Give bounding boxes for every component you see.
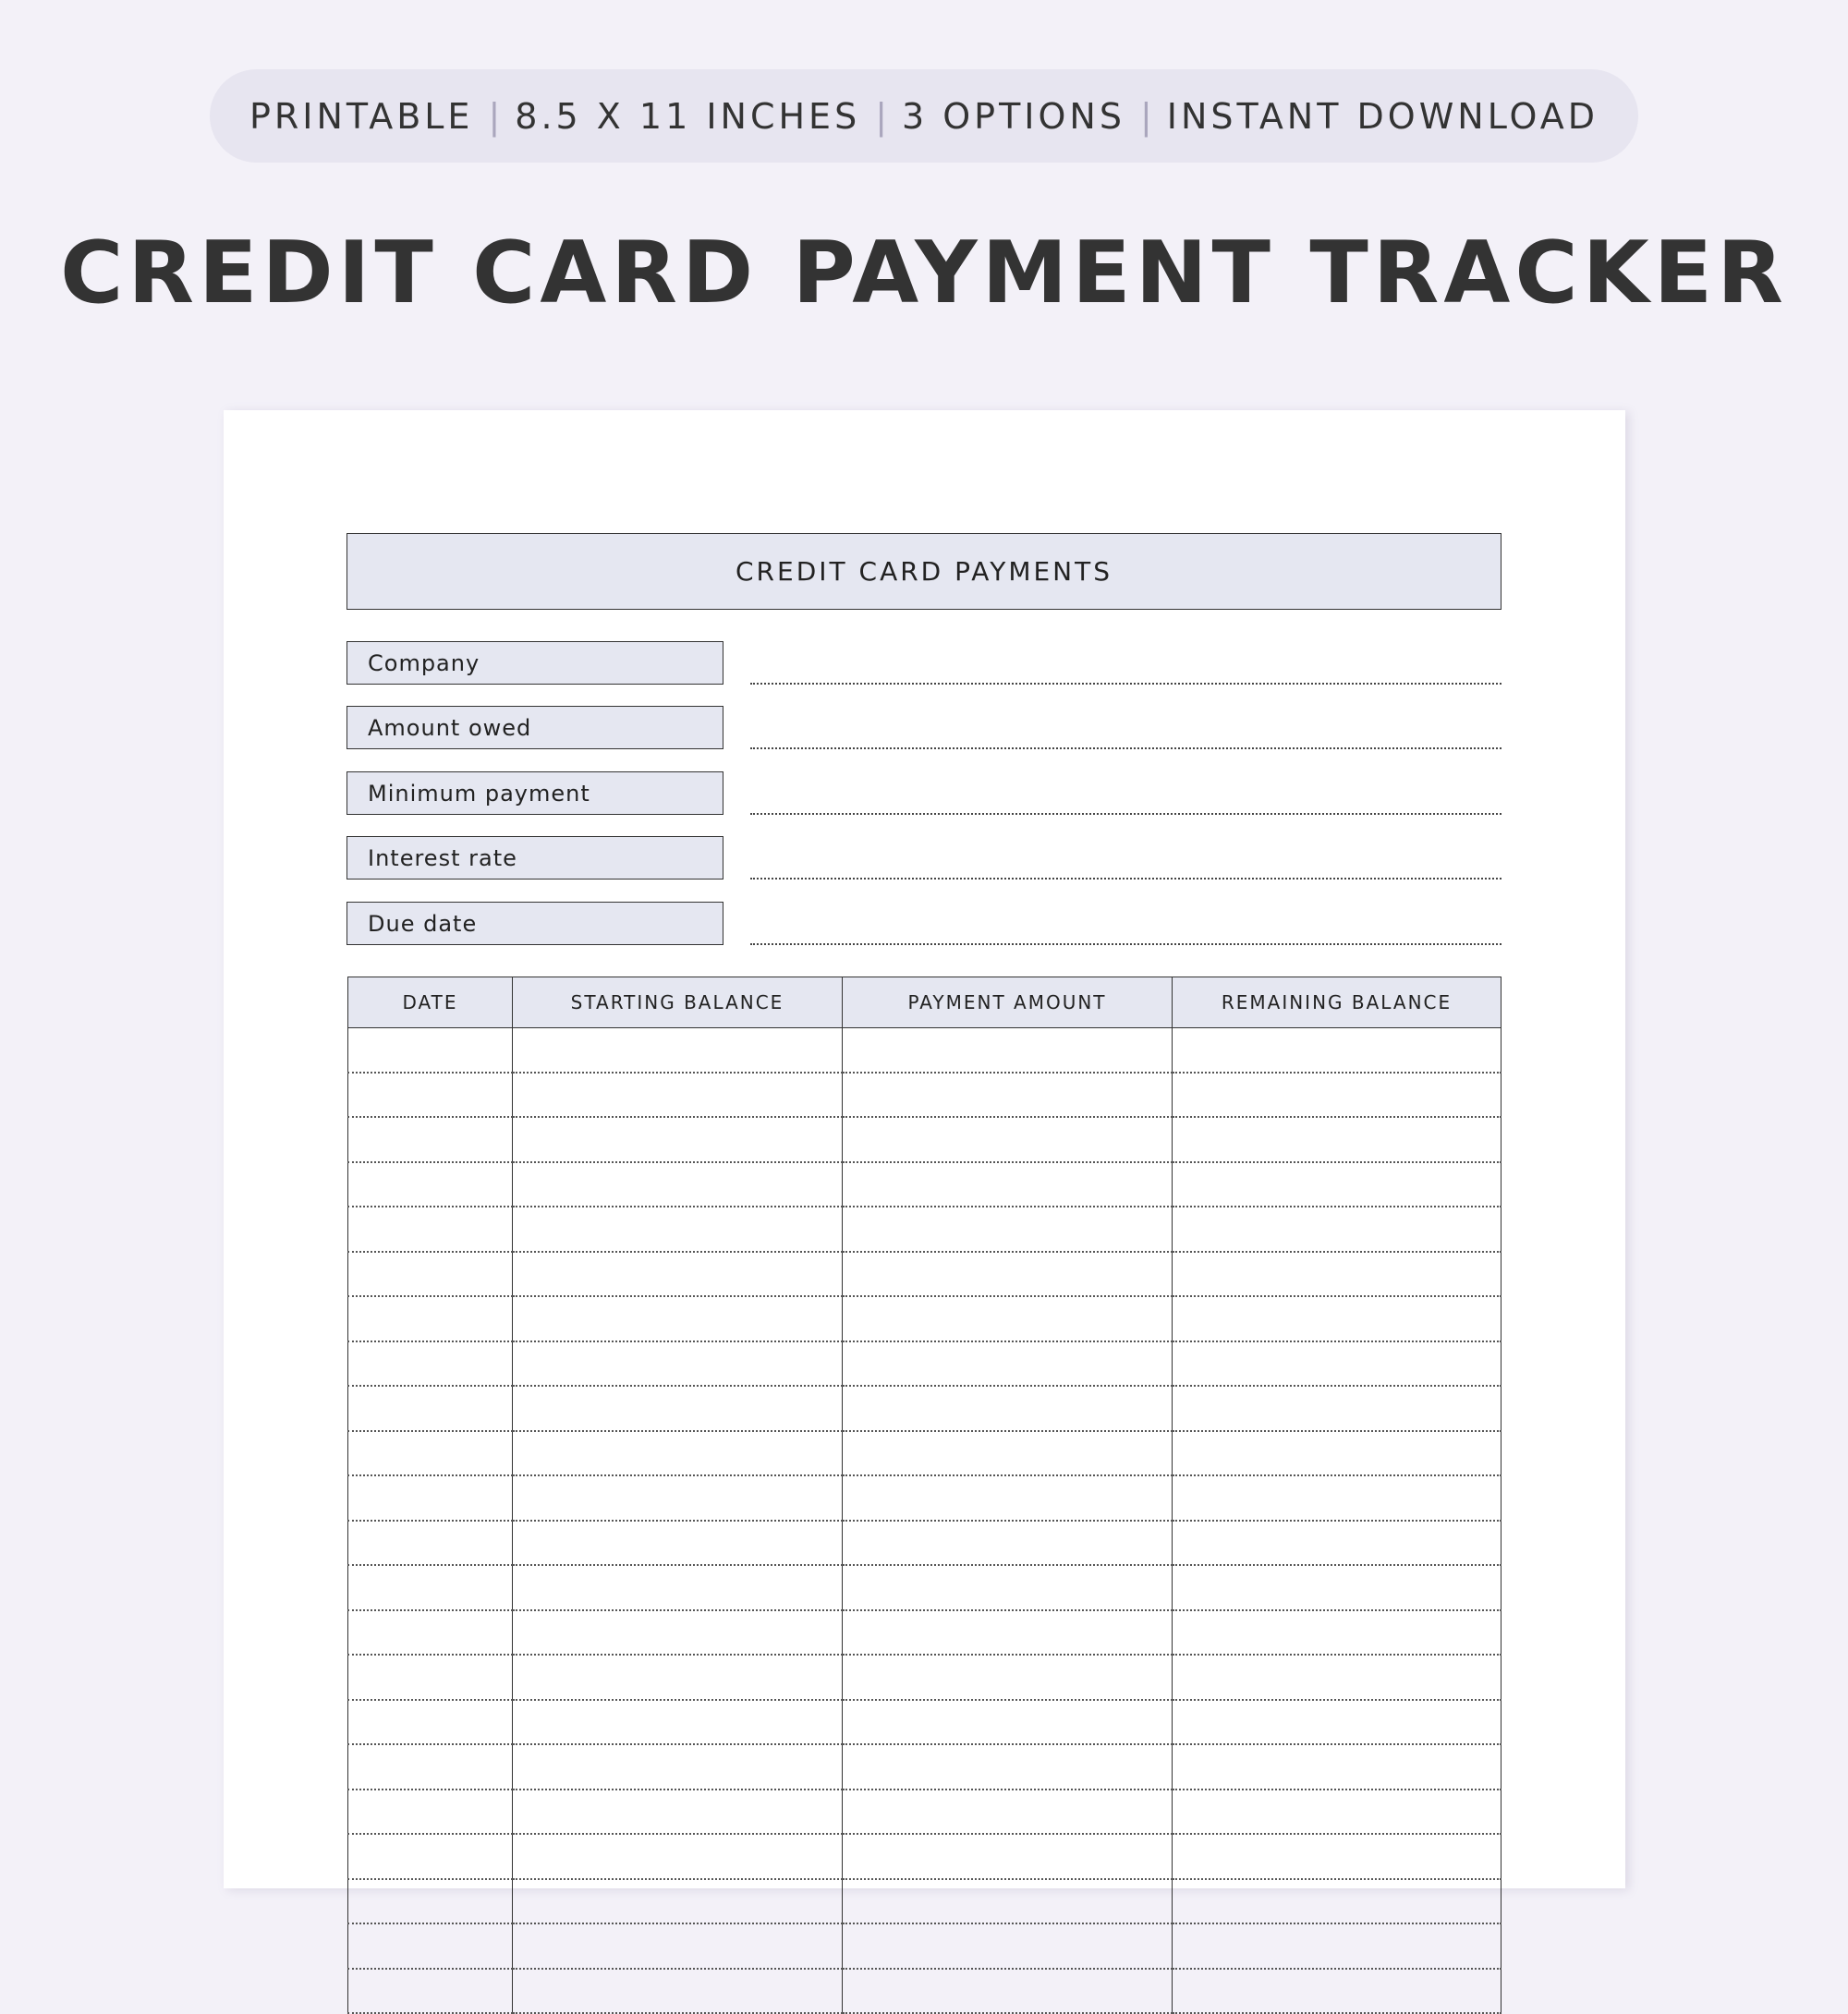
field-label-minimum-payment: Minimum payment: [346, 771, 723, 815]
table-row: [348, 1162, 1502, 1207]
field-label-company: Company: [346, 641, 723, 685]
table-cell: [843, 1386, 1173, 1431]
table-row: [348, 1655, 1502, 1700]
field-line-company: [750, 683, 1502, 685]
table-cell: [513, 1834, 843, 1879]
table-row: [348, 1610, 1502, 1656]
table-cell: [1173, 1386, 1502, 1431]
table-row: [348, 1207, 1502, 1252]
printable-sheet: [224, 410, 1625, 1888]
table-cell: [348, 1431, 513, 1476]
table-cell: [843, 1475, 1173, 1521]
column-header-payment-amount: PAYMENT AMOUNT: [843, 977, 1173, 1028]
table-cell: [843, 1969, 1173, 2014]
table-cell: [1173, 1431, 1502, 1476]
table-cell: [348, 1117, 513, 1162]
table-cell: [1173, 1700, 1502, 1745]
table-row: [348, 1879, 1502, 1924]
table-cell: [348, 1700, 513, 1745]
table-cell: [348, 1475, 513, 1521]
banner-item-printable: PRINTABLE: [249, 95, 474, 137]
table-cell: [1173, 1162, 1502, 1207]
table-cell: [348, 1923, 513, 1969]
table-cell: [513, 1386, 843, 1431]
table-cell: [513, 1655, 843, 1700]
table-cell: [843, 1610, 1173, 1656]
table-cell: [843, 1117, 1173, 1162]
table-cell: [348, 1028, 513, 1073]
field-line-interest-rate: [750, 878, 1502, 880]
table-cell: [1173, 1655, 1502, 1700]
table-row: [348, 1073, 1502, 1118]
table-row: [348, 1834, 1502, 1879]
table-cell: [348, 1341, 513, 1387]
table-row: [348, 1341, 1502, 1387]
table-cell: [843, 1744, 1173, 1790]
table-row: [348, 1700, 1502, 1745]
table-cell: [1173, 1969, 1502, 2014]
table-cell: [513, 1207, 843, 1252]
banner-item-download: INSTANT DOWNLOAD: [1166, 95, 1599, 137]
table-row: [348, 1744, 1502, 1790]
table-row: [348, 1296, 1502, 1341]
banner-separator: |: [875, 95, 888, 137]
field-line-amount-owed: [750, 747, 1502, 749]
table-cell: [1173, 1296, 1502, 1341]
table-cell: [513, 1162, 843, 1207]
field-label-due-date: Due date: [346, 902, 723, 945]
field-row-minimum-payment: [346, 771, 1502, 815]
table-cell: [348, 1521, 513, 1566]
table-cell: [348, 1610, 513, 1656]
column-header-starting-balance: STARTING BALANCE: [513, 977, 843, 1028]
column-header-date: DATE: [348, 977, 513, 1028]
table-cell: [843, 1341, 1173, 1387]
table-cell: [348, 1252, 513, 1297]
table-row: [348, 1475, 1502, 1521]
banner-separator: |: [488, 95, 501, 137]
table-cell: [513, 1073, 843, 1118]
table-cell: [513, 1700, 843, 1745]
table-cell: [513, 1969, 843, 2014]
table-cell: [843, 1296, 1173, 1341]
table-cell: [1173, 1610, 1502, 1656]
table-cell: [348, 1162, 513, 1207]
table-cell: [1173, 1117, 1502, 1162]
table-cell: [1173, 1207, 1502, 1252]
table-row: [348, 1117, 1502, 1162]
table-cell: [843, 1565, 1173, 1610]
table-cell: [348, 1386, 513, 1431]
field-row-interest-rate: [346, 836, 1502, 880]
table-cell: [513, 1744, 843, 1790]
table-cell: [348, 1207, 513, 1252]
table-row: [348, 1790, 1502, 1835]
table-cell: [843, 1879, 1173, 1924]
field-row-amount-owed: [346, 706, 1502, 749]
banner-item-size: 8.5 X 11 INCHES: [515, 95, 861, 137]
table-row: [348, 1565, 1502, 1610]
table-cell: [513, 1923, 843, 1969]
table-cell: [1173, 1028, 1502, 1073]
field-label-amount-owed: Amount owed: [346, 706, 723, 749]
table-cell: [1173, 1834, 1502, 1879]
table-cell: [348, 1834, 513, 1879]
table-cell: [1173, 1565, 1502, 1610]
table-row: [348, 1923, 1502, 1969]
page-title: CREDIT CARD PAYMENT TRACKER: [60, 223, 1788, 322]
table-row: [348, 1969, 1502, 2014]
field-label-interest-rate: Interest rate: [346, 836, 723, 880]
table-cell: [843, 1162, 1173, 1207]
table-cell: [513, 1565, 843, 1610]
table-cell: [843, 1028, 1173, 1073]
table-cell: [513, 1028, 843, 1073]
sheet-header: CREDIT CARD PAYMENTS: [346, 533, 1502, 610]
table-cell: [348, 1879, 513, 1924]
table-cell: [513, 1790, 843, 1835]
table-cell: [843, 1252, 1173, 1297]
table-cell: [513, 1252, 843, 1297]
feature-banner: [210, 69, 1638, 163]
table-cell: [843, 1655, 1173, 1700]
table-cell: [348, 1969, 513, 2014]
column-header-remaining-balance: REMAINING BALANCE: [1173, 977, 1502, 1028]
table-cell: [1173, 1252, 1502, 1297]
table-cell: [1173, 1790, 1502, 1835]
table-cell: [513, 1117, 843, 1162]
table-row: [348, 1028, 1502, 1073]
table-cell: [513, 1296, 843, 1341]
table-cell: [843, 1834, 1173, 1879]
table-cell: [513, 1431, 843, 1476]
table-cell: [348, 1744, 513, 1790]
table-cell: [843, 1521, 1173, 1566]
table-cell: [348, 1655, 513, 1700]
table-cell: [843, 1073, 1173, 1118]
table-cell: [513, 1475, 843, 1521]
table-cell: [513, 1610, 843, 1656]
table-cell: [348, 1790, 513, 1835]
field-row-due-date: [346, 902, 1502, 945]
table-cell: [513, 1879, 843, 1924]
table-cell: [843, 1700, 1173, 1745]
table-row: [348, 1252, 1502, 1297]
field-row-company: [346, 641, 1502, 685]
table-cell: [843, 1923, 1173, 1969]
table-cell: [348, 1296, 513, 1341]
table-row: [348, 1386, 1502, 1431]
table-cell: [843, 1431, 1173, 1476]
table-cell: [348, 1565, 513, 1610]
table-cell: [1173, 1475, 1502, 1521]
banner-item-options: 3 OPTIONS: [902, 95, 1125, 137]
field-line-minimum-payment: [750, 813, 1502, 815]
table-row: [348, 1521, 1502, 1566]
table-cell: [348, 1073, 513, 1118]
field-line-due-date: [750, 943, 1502, 945]
table-cell: [1173, 1744, 1502, 1790]
table-cell: [1173, 1073, 1502, 1118]
table-cell: [513, 1341, 843, 1387]
table-row: [348, 1431, 1502, 1476]
table-cell: [843, 1790, 1173, 1835]
table-cell: [1173, 1521, 1502, 1566]
table-cell: [1173, 1341, 1502, 1387]
table-header-row: [348, 977, 1502, 1028]
table-cell: [513, 1521, 843, 1566]
table-cell: [1173, 1923, 1502, 1969]
payment-log-table: [347, 977, 1502, 2014]
table-body: [348, 1028, 1502, 2014]
banner-separator: |: [1139, 95, 1152, 137]
table-cell: [1173, 1879, 1502, 1924]
table-cell: [843, 1207, 1173, 1252]
